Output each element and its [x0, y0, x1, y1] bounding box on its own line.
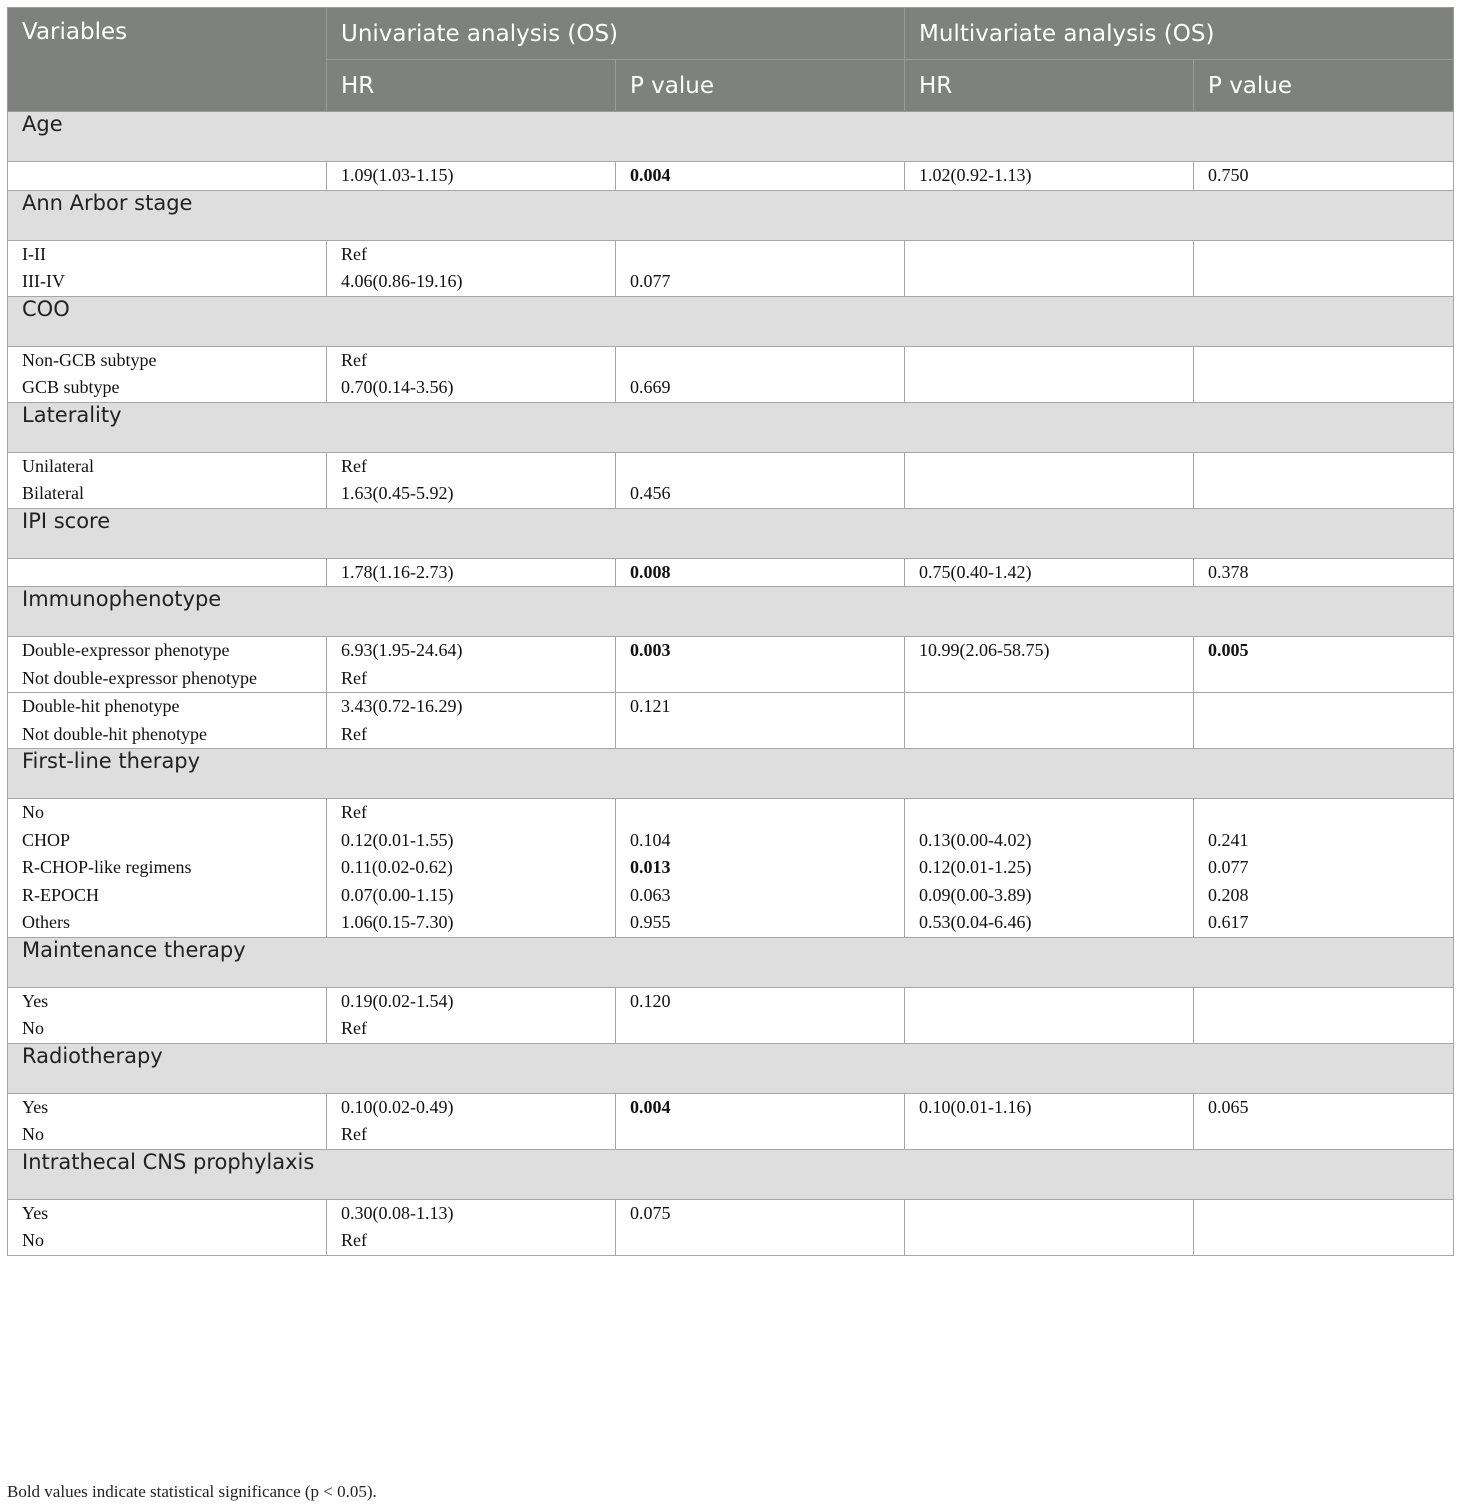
cell-line: Ref — [341, 243, 367, 264]
cell-line: No — [22, 1124, 44, 1144]
cell-line — [22, 162, 312, 190]
cell-line: 0.241 — [1208, 829, 1249, 850]
cell-line: 1.78(1.16-2.73) — [341, 561, 454, 582]
cell-line — [919, 665, 1179, 693]
cell-line: No — [22, 1018, 44, 1038]
cell-line: 0.12(0.01-1.25) — [919, 857, 1032, 877]
uni-hr-cell — [327, 558, 616, 587]
cell-line — [1208, 1121, 1439, 1149]
cell-line: 0.104 — [630, 829, 671, 850]
uni-hr-cell — [327, 346, 616, 402]
table-row — [8, 693, 1454, 749]
cell-line: 1.02(0.92-1.13) — [919, 165, 1032, 185]
header-univariate: Univariate analysis (OS) — [327, 8, 905, 60]
cell-line — [919, 1121, 1179, 1149]
table-body — [8, 112, 1454, 1256]
cell-line — [1208, 693, 1439, 721]
cell-line — [919, 721, 1179, 749]
section-title: Maintenance therapy — [8, 937, 1454, 987]
cell-line: Ref — [341, 667, 367, 688]
cell-line — [919, 693, 1179, 721]
cell-line: 0.008 — [630, 561, 671, 582]
multi-p-cell — [1194, 799, 1454, 938]
cell-line — [1208, 268, 1439, 296]
cell-line: 0.70(0.14-3.56) — [341, 377, 454, 397]
multi-p-cell — [1194, 452, 1454, 508]
section-row — [8, 296, 1454, 346]
uni-p-cell — [616, 162, 905, 191]
uni-hr-cell — [327, 637, 616, 693]
cell-line: R-EPOCH — [22, 884, 100, 905]
cell-line: 0.10(0.02-0.49) — [341, 1096, 454, 1117]
multi-p-cell — [1194, 240, 1454, 296]
cell-line — [1208, 1227, 1439, 1255]
multi-p-cell — [1194, 693, 1454, 749]
cell-line: 0.077 — [630, 271, 671, 291]
cell-line: 0.750 — [1208, 165, 1249, 185]
uni-p-cell — [616, 558, 905, 587]
multi-hr-cell — [905, 799, 1194, 938]
table-row — [8, 558, 1454, 587]
multi-hr-cell — [905, 162, 1194, 191]
footnote: Bold values indicate statistical significance (p < 0.05). — [7, 1482, 377, 1501]
uni-p-cell — [616, 1199, 905, 1255]
cell-line: Double-expressor phenotype — [22, 640, 230, 660]
results-table — [7, 7, 1454, 1256]
cell-line: Ref — [341, 455, 367, 476]
table-row — [8, 637, 1454, 693]
section-row — [8, 587, 1454, 637]
cell-line: Double-hit phenotype — [22, 696, 180, 716]
section-row — [8, 937, 1454, 987]
uni-hr-cell — [327, 799, 616, 938]
variable-cell — [8, 1093, 327, 1149]
cell-line: 1.63(0.45-5.92) — [341, 483, 454, 503]
cell-line — [630, 721, 890, 749]
section-title: Radiotherapy — [8, 1043, 1454, 1093]
uni-p-cell — [616, 240, 905, 296]
cell-line: 0.004 — [630, 1096, 671, 1117]
variable-cell — [8, 452, 327, 508]
cell-line: 4.06(0.86-19.16) — [341, 271, 463, 291]
cell-line — [1208, 241, 1439, 269]
cell-line: 0.53(0.04-6.46) — [919, 912, 1032, 932]
cell-line — [919, 374, 1179, 402]
variable-cell — [8, 693, 327, 749]
cell-line — [630, 241, 890, 269]
table-row — [8, 162, 1454, 191]
section-row — [8, 402, 1454, 452]
cell-line: 0.09(0.00-3.89) — [919, 884, 1032, 905]
cell-line: 0.065 — [1208, 1096, 1249, 1117]
cell-line: R-CHOP-like regimens — [22, 857, 192, 877]
header-uni-hr: HR — [327, 60, 616, 112]
cell-line: Not double-hit phenotype — [22, 723, 207, 744]
cell-line: 0.617 — [1208, 912, 1249, 932]
cell-line: 3.43(0.72-16.29) — [341, 696, 463, 716]
uni-hr-cell — [327, 452, 616, 508]
section-title: Ann Arbor stage — [8, 190, 1454, 240]
cell-line: 0.013 — [630, 857, 671, 877]
cell-line: GCB subtype — [22, 377, 120, 397]
table-row — [8, 799, 1454, 938]
cell-line: 0.11(0.02-0.62) — [341, 857, 453, 877]
section-row — [8, 1043, 1454, 1093]
header-variables: Variables — [8, 8, 327, 112]
cell-line — [1208, 453, 1439, 481]
cell-line — [1208, 374, 1439, 402]
cell-line: Unilateral — [22, 455, 94, 476]
multi-hr-cell — [905, 240, 1194, 296]
multi-p-cell — [1194, 162, 1454, 191]
cell-line: 0.004 — [630, 165, 671, 185]
variable-cell — [8, 558, 327, 587]
cell-line: Yes — [22, 1096, 49, 1117]
cell-line — [630, 1015, 890, 1043]
cell-line — [919, 1200, 1179, 1228]
section-row — [8, 190, 1454, 240]
cell-line: 0.063 — [630, 884, 671, 905]
section-title: Intrathecal CNS prophylaxis — [8, 1149, 1454, 1199]
cell-line: 0.07(0.00-1.15) — [341, 884, 454, 905]
cell-line: Yes — [22, 990, 49, 1011]
multi-p-cell — [1194, 987, 1454, 1043]
cell-line: 0.13(0.00-4.02) — [919, 829, 1032, 850]
multi-hr-cell — [905, 1093, 1194, 1149]
cell-line — [630, 1227, 890, 1255]
section-title: COO — [8, 296, 1454, 346]
uni-hr-cell — [327, 1199, 616, 1255]
cell-line: Ref — [341, 349, 367, 370]
multi-hr-cell — [905, 987, 1194, 1043]
cell-line — [630, 665, 890, 693]
cell-line — [630, 1121, 890, 1149]
cell-line: No — [22, 802, 44, 822]
cell-line: 0.75(0.40-1.42) — [919, 561, 1032, 582]
multi-hr-cell — [905, 637, 1194, 693]
multi-hr-cell — [905, 1199, 1194, 1255]
multi-hr-cell — [905, 693, 1194, 749]
cell-line: Not double-expressor phenotype — [22, 667, 257, 688]
cell-line: Others — [22, 912, 70, 932]
uni-p-cell — [616, 637, 905, 693]
multi-p-cell — [1194, 558, 1454, 587]
cell-line: No — [22, 1230, 44, 1250]
multi-p-cell — [1194, 1093, 1454, 1149]
uni-p-cell — [616, 346, 905, 402]
cell-line: Ref — [341, 1230, 367, 1250]
cell-line: 0.669 — [630, 377, 671, 397]
cell-line: Yes — [22, 1202, 49, 1223]
section-row — [8, 508, 1454, 558]
cell-line — [1208, 480, 1439, 508]
cell-line — [1208, 988, 1439, 1016]
variable-cell — [8, 987, 327, 1043]
cell-line: 0.005 — [1208, 640, 1249, 660]
cell-line: 0.077 — [1208, 857, 1249, 877]
cell-line: 0.30(0.08-1.13) — [341, 1202, 454, 1223]
table-row — [8, 987, 1454, 1043]
multi-hr-cell — [905, 558, 1194, 587]
uni-hr-cell — [327, 162, 616, 191]
header-uni-p: P value — [616, 60, 905, 112]
cell-line: Ref — [341, 1124, 367, 1144]
cell-line — [630, 347, 890, 375]
cell-line: 0.955 — [630, 912, 671, 932]
cell-line: Non-GCB subtype — [22, 349, 157, 370]
cell-line — [919, 347, 1179, 375]
cell-line: I-II — [22, 243, 46, 264]
cell-line: 0.121 — [630, 696, 671, 716]
uni-p-cell — [616, 693, 905, 749]
cell-line: Ref — [341, 802, 367, 822]
variable-cell — [8, 240, 327, 296]
table-header — [8, 8, 1454, 112]
section-title: First-line therapy — [8, 749, 1454, 799]
multi-hr-cell — [905, 346, 1194, 402]
cell-line: 0.208 — [1208, 884, 1249, 905]
cell-line — [630, 799, 890, 827]
table-row — [8, 452, 1454, 508]
uni-p-cell — [616, 987, 905, 1043]
section-row — [8, 749, 1454, 799]
uni-hr-cell — [327, 240, 616, 296]
cell-line — [630, 453, 890, 481]
cell-line — [919, 1015, 1179, 1043]
cell-line — [1208, 347, 1439, 375]
section-row — [8, 112, 1454, 162]
cell-line — [1208, 799, 1439, 827]
cell-line — [22, 559, 312, 587]
variable-cell — [8, 799, 327, 938]
table-row — [8, 1093, 1454, 1149]
variable-cell — [8, 637, 327, 693]
cell-line: 1.09(1.03-1.15) — [341, 165, 454, 185]
table-row — [8, 346, 1454, 402]
multi-hr-cell — [905, 452, 1194, 508]
multi-p-cell — [1194, 637, 1454, 693]
variable-cell — [8, 1199, 327, 1255]
uni-p-cell — [616, 1093, 905, 1149]
cell-line — [919, 480, 1179, 508]
cell-line: 0.003 — [630, 640, 671, 660]
cell-line: 0.075 — [630, 1202, 671, 1223]
table-row — [8, 1199, 1454, 1255]
cell-line: 0.120 — [630, 990, 671, 1011]
cell-line: 0.12(0.01-1.55) — [341, 829, 454, 850]
cell-line — [919, 241, 1179, 269]
section-title: IPI score — [8, 508, 1454, 558]
cell-line — [1208, 1015, 1439, 1043]
uni-hr-cell — [327, 987, 616, 1043]
multi-p-cell — [1194, 1199, 1454, 1255]
header-multivariate: Multivariate analysis (OS) — [905, 8, 1454, 60]
cell-line: 0.10(0.01-1.16) — [919, 1096, 1032, 1117]
cell-line — [919, 453, 1179, 481]
section-title: Age — [8, 112, 1454, 162]
cell-line: Ref — [341, 723, 367, 744]
variable-cell — [8, 346, 327, 402]
section-title: Immunophenotype — [8, 587, 1454, 637]
cell-line: 1.06(0.15-7.30) — [341, 912, 454, 932]
uni-p-cell — [616, 799, 905, 938]
cell-line: 0.19(0.02-1.54) — [341, 990, 454, 1011]
header-multi-p: P value — [1194, 60, 1454, 112]
header-multi-hr: HR — [905, 60, 1194, 112]
uni-p-cell — [616, 452, 905, 508]
cell-line: 0.378 — [1208, 561, 1249, 582]
cell-line: III-IV — [22, 271, 65, 291]
variable-cell — [8, 162, 327, 191]
cell-line: Bilateral — [22, 483, 84, 503]
cell-line — [1208, 665, 1439, 693]
section-title: Laterality — [8, 402, 1454, 452]
table-row — [8, 240, 1454, 296]
cell-line: 0.456 — [630, 483, 671, 503]
cell-line — [919, 799, 1179, 827]
multi-p-cell — [1194, 346, 1454, 402]
cell-line — [919, 1227, 1179, 1255]
cell-line — [1208, 721, 1439, 749]
cell-line — [919, 988, 1179, 1016]
cell-line: 10.99(2.06-58.75) — [919, 640, 1050, 660]
uni-hr-cell — [327, 693, 616, 749]
cell-line — [919, 268, 1179, 296]
section-row — [8, 1149, 1454, 1199]
cell-line: Ref — [341, 1018, 367, 1038]
uni-hr-cell — [327, 1093, 616, 1149]
cell-line — [1208, 1200, 1439, 1228]
cell-line: 6.93(1.95-24.64) — [341, 640, 463, 660]
cell-line: CHOP — [22, 829, 71, 850]
